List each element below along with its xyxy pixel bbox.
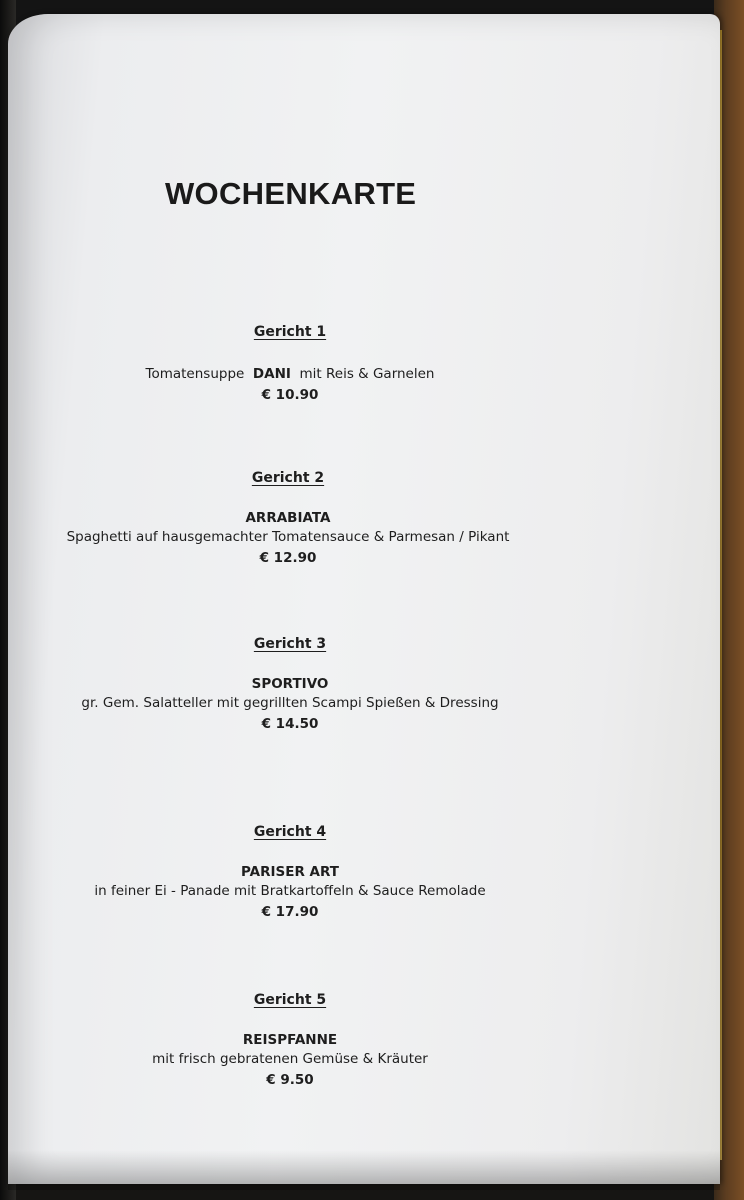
dish-description: in feiner Ei - Panade mit Bratkartoffeln & Sauce Remolade: [94, 883, 486, 899]
dish-heading: Gericht 3: [253, 636, 327, 652]
dish-name: PARISER ART: [240, 864, 339, 880]
dish-name: REISPFANNE: [242, 1032, 338, 1048]
dish-price: € 9.50: [266, 1072, 314, 1088]
dish-heading: Gericht 4: [253, 824, 327, 840]
dish-1: [30, 324, 550, 406]
dish-description: Spaghetti auf hausgemachter Tomatensauce & Parmesan / Pikant: [66, 529, 510, 545]
dish-name-inline: DANI: [252, 366, 291, 382]
dish-heading: Gericht 1: [253, 324, 327, 340]
dish-price: € 10.90: [261, 387, 319, 403]
dish-description: [30, 366, 550, 387]
dish-heading: Gericht 5: [253, 992, 327, 1008]
dish-3: [30, 636, 550, 735]
dish-description: mit frisch gebratenen Gemüse & Kräuter: [152, 1051, 428, 1067]
dish-price: € 14.50: [261, 716, 319, 732]
dish-description-part: mit Reis & Garnelen: [299, 366, 435, 382]
dish-price: € 12.90: [259, 550, 317, 566]
dish-2: [28, 470, 548, 569]
dish-4: [30, 824, 550, 923]
dish-description: gr. Gem. Salatteller mit gegrillten Scampi Spießen & Dressing: [81, 695, 499, 711]
dish-name: ARRABIATA: [245, 510, 331, 526]
dish-description-part: Tomatensuppe: [145, 366, 245, 382]
dish-heading: Gericht 2: [251, 470, 325, 486]
dish-name: SPORTIVO: [251, 676, 329, 692]
dish-5: [30, 992, 550, 1091]
dish-price: € 17.90: [261, 904, 319, 920]
menu-title: WOCHENKARTE: [165, 176, 417, 211]
page-bottom-shadow: [8, 1150, 720, 1190]
